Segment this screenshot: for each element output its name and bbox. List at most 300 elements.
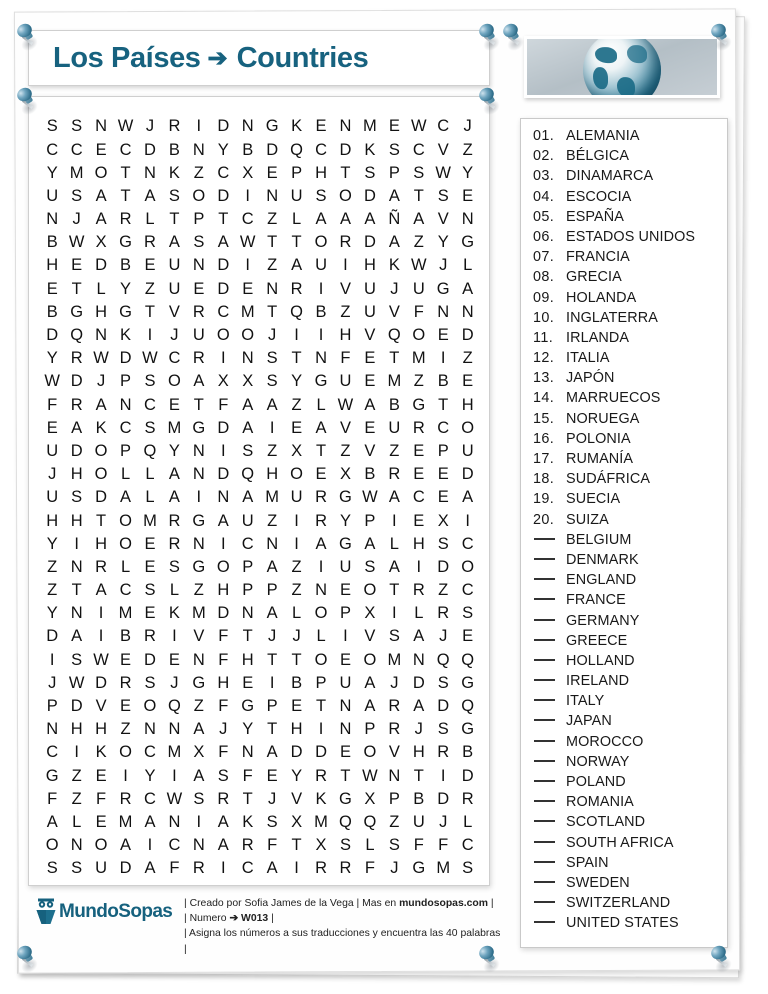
grid-letter[interactable]: I <box>74 743 79 762</box>
grid-letter[interactable]: N <box>192 534 205 553</box>
grid-letter[interactable]: N <box>192 256 205 275</box>
grid-letter[interactable]: C <box>461 836 474 855</box>
grid-letter[interactable]: E <box>71 256 83 275</box>
grid-letter[interactable]: S <box>266 812 278 831</box>
grid-letter[interactable]: C <box>412 488 425 507</box>
grid-letter[interactable]: H <box>70 511 83 530</box>
word-list-item-spanish[interactable] <box>533 350 727 370</box>
grid-letter[interactable]: L <box>389 534 399 553</box>
grid-letter[interactable]: B <box>462 743 474 762</box>
grid-letter[interactable]: N <box>217 488 230 507</box>
grid-letter[interactable]: S <box>315 186 327 205</box>
grid-letter[interactable]: Z <box>291 395 302 414</box>
word-list-item-spanish[interactable] <box>533 148 727 168</box>
grid-letter[interactable]: E <box>144 534 156 553</box>
grid-letter[interactable]: U <box>412 279 425 298</box>
grid-letter[interactable]: C <box>144 789 156 808</box>
grid-letter[interactable]: E <box>462 186 474 205</box>
grid-letter[interactable]: T <box>291 836 302 855</box>
grid-letter[interactable]: R <box>437 604 450 623</box>
grid-letter[interactable]: Q <box>167 697 181 716</box>
grid-letter[interactable]: E <box>339 581 351 600</box>
grid-letter[interactable]: N <box>70 836 83 855</box>
grid-letter[interactable]: N <box>168 720 181 739</box>
grid-letter[interactable]: B <box>168 140 180 159</box>
grid-letter[interactable]: S <box>144 581 156 600</box>
grid-letter[interactable]: O <box>241 326 255 345</box>
word-list-item-spanish[interactable] <box>533 370 727 390</box>
grid-letter[interactable]: M <box>167 743 182 762</box>
grid-letter[interactable]: B <box>46 302 58 321</box>
grid-letter[interactable]: E <box>168 650 180 669</box>
grid-letter[interactable]: B <box>413 789 425 808</box>
grid-letter[interactable]: G <box>339 488 352 507</box>
word-list-item-english[interactable] <box>533 875 727 895</box>
grid-letter[interactable]: A <box>339 210 351 229</box>
word-list-item-spanish[interactable] <box>533 168 727 188</box>
grid-letter[interactable]: N <box>241 117 254 136</box>
grid-letter[interactable]: O <box>363 743 377 762</box>
grid-letter[interactable]: V <box>364 441 376 460</box>
grid-letter[interactable]: U <box>315 256 327 275</box>
grid-letter[interactable]: S <box>437 673 449 692</box>
grid-letter[interactable]: Z <box>47 581 58 600</box>
brand-logo[interactable] <box>34 893 184 925</box>
grid-letter[interactable]: U <box>241 511 254 530</box>
grid-letter[interactable]: C <box>217 302 230 321</box>
grid-letter[interactable]: O <box>45 836 59 855</box>
grid-letter[interactable]: N <box>339 720 352 739</box>
grid-letter[interactable]: D <box>290 743 303 762</box>
grid-letter[interactable]: R <box>388 465 401 484</box>
grid-letter[interactable]: F <box>340 349 351 368</box>
grid-letter[interactable]: R <box>119 673 132 692</box>
grid-letter[interactable]: I <box>196 488 202 507</box>
grid-letter[interactable]: S <box>388 627 400 646</box>
grid-letter[interactable]: C <box>144 743 156 762</box>
grid-letter[interactable]: T <box>144 302 156 321</box>
grid-letter[interactable]: I <box>318 557 324 576</box>
word-list-item-english[interactable] <box>533 633 727 653</box>
grid-letter[interactable]: I <box>343 256 348 275</box>
grid-letter[interactable]: B <box>388 395 400 414</box>
grid-letter[interactable]: C <box>217 163 230 182</box>
word-list-item-spanish[interactable] <box>533 209 727 229</box>
grid-letter[interactable]: Y <box>291 372 303 391</box>
grid-letter[interactable]: T <box>438 395 449 414</box>
grid-letter[interactable]: R <box>241 836 254 855</box>
grid-letter[interactable]: O <box>290 465 304 484</box>
grid-letter[interactable]: H <box>266 465 279 484</box>
grid-letter[interactable]: S <box>437 534 449 553</box>
grid-letter[interactable]: O <box>314 233 328 252</box>
grid-letter[interactable]: A <box>388 557 400 576</box>
grid-letter[interactable]: T <box>340 163 351 182</box>
grid-letter[interactable]: M <box>265 488 280 507</box>
grid-letter[interactable]: A <box>413 697 425 716</box>
grid-letter[interactable]: D <box>217 279 230 298</box>
grid-letter[interactable]: X <box>242 372 254 391</box>
grid-letter[interactable]: C <box>241 859 254 878</box>
grid-letter[interactable]: E <box>291 418 303 437</box>
grid-letter[interactable]: Y <box>242 720 254 739</box>
grid-letter[interactable]: X <box>291 441 303 460</box>
grid-letter[interactable]: Q <box>143 441 157 460</box>
grid-letter[interactable]: G <box>192 418 206 437</box>
grid-letter[interactable]: Z <box>193 697 204 716</box>
grid-letter[interactable]: R <box>70 395 83 414</box>
grid-letter[interactable]: G <box>412 859 426 878</box>
grid-letter[interactable]: E <box>413 511 425 530</box>
grid-letter[interactable]: W <box>68 233 85 252</box>
grid-letter[interactable]: O <box>119 511 132 530</box>
grid-letter[interactable]: B <box>315 302 327 321</box>
grid-letter[interactable]: N <box>412 650 425 669</box>
word-list-item-spanish[interactable] <box>533 310 727 330</box>
grid-letter[interactable]: C <box>315 140 327 159</box>
grid-letter[interactable]: P <box>242 581 254 600</box>
grid-letter[interactable]: Z <box>340 302 351 321</box>
grid-letter[interactable]: U <box>95 859 108 878</box>
grid-letter[interactable]: J <box>390 859 399 878</box>
grid-letter[interactable]: G <box>461 673 475 692</box>
grid-letter[interactable]: U <box>388 418 401 437</box>
word-list-item-english[interactable] <box>533 532 727 552</box>
grid-letter[interactable]: V <box>364 326 376 345</box>
grid-letter[interactable]: I <box>147 326 153 345</box>
grid-letter[interactable]: J <box>170 326 179 345</box>
grid-letter[interactable]: S <box>71 650 83 669</box>
grid-letter[interactable]: Y <box>46 604 58 623</box>
grid-letter[interactable]: F <box>413 302 424 321</box>
grid-letter[interactable]: S <box>46 117 58 136</box>
grid-letter[interactable]: H <box>412 743 425 762</box>
grid-letter[interactable]: J <box>439 812 448 831</box>
grid-letter[interactable]: I <box>294 326 299 345</box>
grid-letter[interactable]: T <box>193 395 204 414</box>
grid-letter[interactable]: O <box>192 186 206 205</box>
grid-letter[interactable]: V <box>291 789 303 808</box>
grid-letter[interactable]: E <box>462 627 474 646</box>
grid-letter[interactable]: T <box>120 186 131 205</box>
grid-letter[interactable]: J <box>268 789 277 808</box>
grid-letter[interactable]: I <box>220 859 226 878</box>
word-list-item-spanish[interactable] <box>533 451 727 471</box>
grid-letter[interactable]: I <box>98 604 104 623</box>
grid-letter[interactable]: I <box>392 511 397 530</box>
grid-letter[interactable]: X <box>437 511 449 530</box>
grid-letter[interactable]: I <box>440 349 446 368</box>
grid-letter[interactable]: E <box>120 650 132 669</box>
word-list-item-spanish[interactable] <box>533 229 727 249</box>
grid-letter[interactable]: H <box>70 720 83 739</box>
grid-letter[interactable]: O <box>94 163 108 182</box>
grid-letter[interactable]: C <box>168 836 181 855</box>
grid-letter[interactable]: D <box>70 441 83 460</box>
grid-letter[interactable]: N <box>315 349 327 368</box>
grid-letter[interactable]: U <box>461 441 474 460</box>
grid-letter[interactable]: S <box>266 349 278 368</box>
grid-letter[interactable]: Y <box>168 441 180 460</box>
grid-letter[interactable]: E <box>120 697 132 716</box>
grid-letter[interactable]: A <box>266 743 278 762</box>
grid-letter[interactable]: N <box>241 349 254 368</box>
grid-letter[interactable]: F <box>96 789 107 808</box>
grid-letter[interactable]: R <box>70 349 83 368</box>
grid-letter[interactable]: C <box>119 418 132 437</box>
grid-letter[interactable]: Y <box>46 534 58 553</box>
grid-letter[interactable]: O <box>119 743 132 762</box>
grid-letter[interactable]: J <box>72 210 81 229</box>
grid-letter[interactable]: P <box>437 441 449 460</box>
grid-letter[interactable]: R <box>388 720 401 739</box>
grid-letter[interactable]: R <box>168 534 181 553</box>
grid-letter[interactable]: S <box>144 418 156 437</box>
grid-letter[interactable]: H <box>95 302 108 321</box>
grid-letter[interactable]: A <box>168 488 180 507</box>
grid-letter[interactable]: U <box>412 812 425 831</box>
grid-letter[interactable]: P <box>339 604 351 623</box>
grid-letter[interactable]: Q <box>339 812 352 831</box>
grid-letter[interactable]: C <box>412 140 425 159</box>
grid-letter[interactable]: S <box>339 836 351 855</box>
grid-letter[interactable]: Ñ <box>388 210 401 229</box>
grid-letter[interactable]: A <box>266 604 278 623</box>
grid-letter[interactable]: D <box>363 233 376 252</box>
grid-letter[interactable]: A <box>217 511 229 530</box>
grid-letter[interactable]: Z <box>413 372 424 391</box>
grid-letter[interactable]: I <box>318 279 324 298</box>
grid-letter[interactable]: C <box>437 418 450 437</box>
grid-letter[interactable]: W <box>166 789 183 808</box>
grid-letter[interactable]: J <box>96 372 106 391</box>
grid-letter[interactable]: A <box>413 210 425 229</box>
grid-letter[interactable]: D <box>315 743 327 762</box>
grid-letter[interactable]: T <box>242 627 253 646</box>
grid-letter[interactable]: D <box>461 465 474 484</box>
grid-letter[interactable]: Q <box>290 302 304 321</box>
grid-letter[interactable]: W <box>239 233 256 252</box>
grid-letter[interactable]: O <box>363 581 377 600</box>
grid-letter[interactable]: F <box>47 395 58 414</box>
grid-letter[interactable]: A <box>413 627 425 646</box>
grid-letter[interactable]: O <box>119 534 132 553</box>
grid-letter[interactable]: A <box>168 465 180 484</box>
grid-letter[interactable]: I <box>440 766 446 785</box>
grid-letter[interactable]: W <box>410 117 427 136</box>
grid-letter[interactable]: W <box>337 395 354 414</box>
grid-letter[interactable]: L <box>120 557 131 576</box>
grid-letter[interactable]: A <box>315 210 327 229</box>
grid-letter[interactable]: C <box>70 140 83 159</box>
grid-letter[interactable]: A <box>71 627 83 646</box>
grid-letter[interactable]: T <box>413 186 424 205</box>
grid-letter[interactable]: I <box>245 256 251 275</box>
grid-letter[interactable]: Q <box>461 697 475 716</box>
grid-letter[interactable]: A <box>95 186 107 205</box>
grid-letter[interactable]: N <box>461 302 474 321</box>
grid-letter[interactable]: S <box>71 488 83 507</box>
grid-letter[interactable]: D <box>70 697 83 716</box>
grid-letter[interactable]: Y <box>46 163 58 182</box>
grid-letter[interactable]: T <box>267 720 278 739</box>
grid-letter[interactable]: J <box>439 256 448 275</box>
grid-letter[interactable]: T <box>340 766 351 785</box>
grid-letter[interactable]: U <box>290 186 303 205</box>
word-list-item-spanish[interactable] <box>533 431 727 451</box>
grid-letter[interactable]: J <box>48 673 57 692</box>
grid-letter[interactable]: V <box>339 279 351 298</box>
grid-letter[interactable]: H <box>412 534 425 553</box>
grid-letter[interactable]: Q <box>387 326 401 345</box>
grid-letter[interactable]: Z <box>291 581 302 600</box>
grid-letter[interactable]: J <box>439 627 448 646</box>
grid-letter[interactable]: H <box>290 720 303 739</box>
grid-letter[interactable]: M <box>143 511 157 530</box>
grid-letter[interactable]: E <box>46 279 58 298</box>
grid-letter[interactable]: N <box>192 441 205 460</box>
grid-letter[interactable]: R <box>437 743 450 762</box>
grid-letter[interactable]: R <box>217 789 230 808</box>
grid-letter[interactable]: R <box>339 859 352 878</box>
grid-letter[interactable]: X <box>315 836 327 855</box>
grid-letter[interactable]: V <box>437 210 449 229</box>
grid-letter[interactable]: N <box>266 534 279 553</box>
grid-letter[interactable]: Z <box>47 557 58 576</box>
grid-letter[interactable]: I <box>172 627 177 646</box>
grid-letter[interactable]: N <box>339 117 352 136</box>
grid-letter[interactable]: U <box>46 186 59 205</box>
grid-letter[interactable]: C <box>168 349 181 368</box>
grid-letter[interactable]: R <box>168 511 181 530</box>
grid-letter[interactable]: I <box>196 812 202 831</box>
grid-letter[interactable]: R <box>144 627 156 646</box>
grid-letter[interactable]: O <box>216 557 230 576</box>
grid-letter[interactable]: D <box>339 140 352 159</box>
word-list-item-english[interactable] <box>533 613 727 633</box>
grid-letter[interactable]: V <box>193 627 205 646</box>
grid-letter[interactable]: X <box>242 163 254 182</box>
grid-letter[interactable]: E <box>95 812 107 831</box>
grid-letter[interactable]: U <box>339 673 352 692</box>
grid-letter[interactable]: D <box>46 326 59 345</box>
grid-letter[interactable]: I <box>220 441 226 460</box>
word-list-item-spanish[interactable] <box>533 390 727 410</box>
grid-letter[interactable]: Z <box>193 581 204 600</box>
grid-letter[interactable]: J <box>292 627 301 646</box>
grid-letter[interactable]: F <box>438 836 449 855</box>
grid-letter[interactable]: D <box>461 326 474 345</box>
word-list-item-spanish[interactable] <box>533 330 727 350</box>
grid-letter[interactable]: I <box>465 511 470 530</box>
grid-letter[interactable]: R <box>290 279 303 298</box>
grid-letter[interactable]: D <box>95 673 108 692</box>
grid-letter[interactable]: Q <box>70 326 84 345</box>
grid-letter[interactable]: W <box>362 488 378 507</box>
grid-letter[interactable]: M <box>118 604 133 623</box>
grid-letter[interactable]: N <box>95 326 108 345</box>
grid-letter[interactable]: D <box>95 256 108 275</box>
grid-letter[interactable]: A <box>120 488 132 507</box>
grid-letter[interactable]: I <box>343 627 348 646</box>
grid-letter[interactable]: T <box>96 511 107 530</box>
word-list-item-english[interactable] <box>533 754 727 774</box>
grid-letter[interactable]: T <box>267 302 278 321</box>
grid-letter[interactable]: I <box>220 349 226 368</box>
grid-letter[interactable]: S <box>388 836 400 855</box>
grid-letter[interactable]: Z <box>413 233 424 252</box>
grid-letter[interactable]: Z <box>267 256 278 275</box>
grid-letter[interactable]: D <box>363 186 376 205</box>
grid-letter[interactable]: K <box>388 256 400 275</box>
grid-letter[interactable]: E <box>193 279 205 298</box>
grid-letter[interactable]: Z <box>144 279 156 298</box>
grid-letter[interactable]: J <box>268 326 277 345</box>
grid-letter[interactable]: G <box>192 511 206 530</box>
grid-letter[interactable]: O <box>143 697 157 716</box>
grid-letter[interactable]: S <box>242 441 254 460</box>
grid-letter[interactable]: A <box>266 557 278 576</box>
grid-letter[interactable]: J <box>219 720 228 739</box>
grid-letter[interactable]: S <box>144 673 156 692</box>
grid-letter[interactable]: U <box>168 279 181 298</box>
word-list-item-english[interactable] <box>533 855 727 875</box>
grid-letter[interactable]: N <box>144 720 156 739</box>
grid-letter[interactable]: E <box>242 279 254 298</box>
grid-letter[interactable]: A <box>462 488 474 507</box>
grid-letter[interactable]: F <box>218 697 229 716</box>
grid-letter[interactable]: M <box>118 812 133 831</box>
grid-letter[interactable]: I <box>269 418 275 437</box>
grid-letter[interactable]: L <box>169 581 179 600</box>
grid-letter[interactable]: D <box>217 256 230 275</box>
grid-letter[interactable]: K <box>364 140 376 159</box>
grid-letter[interactable]: A <box>266 395 278 414</box>
grid-letter[interactable]: A <box>95 210 107 229</box>
grid-letter[interactable]: A <box>46 812 58 831</box>
grid-letter[interactable]: N <box>192 650 205 669</box>
grid-letter[interactable]: I <box>392 604 397 623</box>
grid-letter[interactable]: D <box>437 697 450 716</box>
grid-letter[interactable]: K <box>168 604 180 623</box>
grid-letter[interactable]: Q <box>290 140 304 159</box>
grid-letter[interactable]: R <box>168 117 181 136</box>
grid-letter[interactable]: D <box>437 557 450 576</box>
grid-letter[interactable]: W <box>435 163 451 182</box>
grid-letter[interactable]: V <box>168 302 180 321</box>
grid-letter[interactable]: O <box>94 441 108 460</box>
grid-letter[interactable]: Z <box>389 441 400 460</box>
grid-letter[interactable]: B <box>364 465 376 484</box>
grid-letter[interactable]: J <box>414 720 423 739</box>
word-list-item-spanish[interactable] <box>533 128 727 148</box>
grid-letter[interactable]: X <box>193 743 205 762</box>
grid-letter[interactable]: R <box>412 581 425 600</box>
grid-letter[interactable]: A <box>144 859 156 878</box>
grid-letter[interactable]: B <box>437 372 449 391</box>
grid-letter[interactable]: Y <box>462 163 474 182</box>
grid-letter[interactable]: G <box>314 372 328 391</box>
grid-letter[interactable]: L <box>292 604 302 623</box>
grid-letter[interactable]: P <box>388 789 400 808</box>
grid-letter[interactable]: O <box>314 604 328 623</box>
grid-letter[interactable]: A <box>120 836 132 855</box>
grid-letter[interactable]: Z <box>267 511 278 530</box>
grid-letter[interactable]: V <box>437 140 449 159</box>
grid-letter[interactable]: O <box>94 465 108 484</box>
grid-letter[interactable]: E <box>339 743 351 762</box>
grid-letter[interactable]: D <box>95 488 108 507</box>
